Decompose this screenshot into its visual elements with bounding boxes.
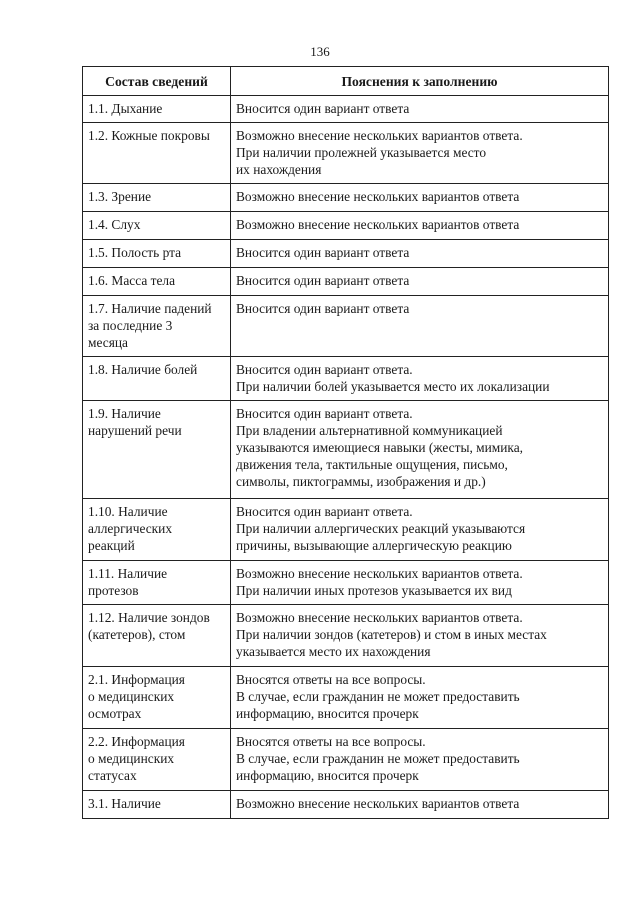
item-name-line: (катетеров), стом: [88, 627, 186, 642]
row-item-name: [83, 357, 231, 401]
table-header-row: [83, 67, 609, 96]
explanation-line: Возможно внесение нескольких вариантов ответа: [236, 189, 520, 204]
row-item-name: [83, 240, 231, 268]
item-name-line: статусах: [88, 768, 137, 783]
explanation-line: Вносится один вариант ответа: [236, 301, 410, 316]
explanation-line: Вносится один вариант ответа: [236, 273, 410, 288]
table-row: [83, 729, 609, 791]
table-row: [83, 605, 609, 667]
item-name-line: месяца: [88, 335, 128, 350]
explanation-line: Возможно внесение нескольких вариантов ответа: [236, 217, 520, 232]
explanation-line: указываются имеющиеся навыки (жесты, мимика,: [236, 440, 524, 455]
explanation-line: Вносится один вариант ответа.: [236, 406, 413, 421]
row-explanation: [231, 605, 609, 667]
explanation-line: причины, вызывающие аллергическую реакцию: [236, 538, 512, 553]
table-body: [83, 96, 609, 819]
table-row: [83, 357, 609, 401]
explanation-line: символы, пиктограммы, изображения и др.): [236, 474, 486, 489]
row-explanation: [231, 184, 609, 212]
explanation-line: Возможно внесение нескольких вариантов ответа.: [236, 128, 523, 143]
row-explanation: [231, 268, 609, 296]
explanation-line: При наличии аллергических реакций указываются: [236, 521, 526, 536]
item-name-line: 1.7. Наличие падений: [88, 301, 212, 316]
item-name-line: 1.1. Дыхание: [88, 101, 163, 116]
table-row: [83, 184, 609, 212]
item-name-line: 1.2. Кожные покровы: [88, 128, 210, 143]
row-explanation: [231, 123, 609, 184]
explanation-line: При владении альтернативной коммуникацией: [236, 423, 503, 438]
row-item-name: [83, 729, 231, 791]
item-name-line: 1.11. Наличие: [88, 566, 168, 581]
explanation-line: При наличии пролежней указывается место: [236, 145, 487, 160]
item-name-line: 1.9. Наличие: [88, 406, 161, 421]
item-name-line: аллергических: [88, 521, 173, 536]
row-item-name: [83, 605, 231, 667]
item-name-line: 1.10. Наличие: [88, 504, 168, 519]
item-name-line: 1.3. Зрение: [88, 189, 152, 204]
row-item-name: [83, 123, 231, 184]
row-explanation: [231, 791, 609, 819]
row-item-name: [83, 184, 231, 212]
table-row: [83, 212, 609, 240]
row-item-name: [83, 561, 231, 605]
instructions-table: [82, 66, 609, 819]
row-explanation: [231, 667, 609, 729]
table-row: [83, 499, 609, 561]
explanation-line: Вносятся ответы на все вопросы.: [236, 672, 426, 687]
explanation-line: информацию, вносится прочерк: [236, 706, 419, 721]
row-item-name: [83, 296, 231, 357]
item-name-line: 1.8. Наличие болей: [88, 362, 198, 377]
table-row: [83, 667, 609, 729]
row-item-name: [83, 96, 231, 123]
row-explanation: [231, 357, 609, 401]
item-name-line: нарушений речи: [88, 423, 182, 438]
explanation-line: их нахождения: [236, 162, 322, 177]
table-row: [83, 296, 609, 357]
explanation-line: Вносится один вариант ответа.: [236, 362, 413, 377]
explanation-line: Вносится один вариант ответа: [236, 101, 410, 116]
table-row: [83, 401, 609, 499]
column-header-composition: Состав сведений: [83, 67, 231, 96]
explanation-line: движения тела, тактильные ощущения, письмо,: [236, 457, 508, 472]
item-name-line: за последние 3: [88, 318, 173, 333]
explanation-line: Возможно внесение нескольких вариантов ответа.: [236, 610, 523, 625]
row-item-name: [83, 667, 231, 729]
row-explanation: [231, 296, 609, 357]
explanation-line: В случае, если гражданин не может предоставить: [236, 751, 520, 766]
row-item-name: [83, 401, 231, 499]
item-name-line: 1.4. Слух: [88, 217, 141, 232]
row-explanation: [231, 212, 609, 240]
row-explanation: [231, 240, 609, 268]
explanation-line: Вносится один вариант ответа: [236, 245, 410, 260]
page-number: 136: [310, 44, 330, 59]
row-item-name: [83, 499, 231, 561]
table-row: [83, 791, 609, 819]
item-name-line: 1.5. Полость рта: [88, 245, 182, 260]
row-explanation: [231, 499, 609, 561]
item-name-line: протезов: [88, 583, 139, 598]
item-name-line: реакций: [88, 538, 135, 553]
explanation-line: При наличии болей указывается место их локализации: [236, 379, 550, 394]
row-item-name: [83, 212, 231, 240]
explanation-line: При наличии иных протезов указывается их вид: [236, 583, 512, 598]
item-name-line: 1.6. Масса тела: [88, 273, 176, 288]
table-row: [83, 123, 609, 184]
row-explanation: [231, 401, 609, 499]
item-name-line: 1.12. Наличие зондов: [88, 610, 210, 625]
row-explanation: [231, 561, 609, 605]
table-row: [83, 561, 609, 605]
item-name-line: осмотрах: [88, 706, 142, 721]
row-explanation: [231, 96, 609, 123]
item-name-line: 3.1. Наличие: [88, 796, 161, 811]
explanation-line: информацию, вносится прочерк: [236, 768, 419, 783]
row-explanation: [231, 729, 609, 791]
table-row: [83, 268, 609, 296]
item-name-line: о медицинских: [88, 751, 175, 766]
table-row: [83, 240, 609, 268]
explanation-line: Возможно внесение нескольких вариантов ответа.: [236, 566, 523, 581]
item-name-line: 2.2. Информация: [88, 734, 185, 749]
explanation-line: При наличии зондов (катетеров) и стом в иных местах: [236, 627, 547, 642]
explanation-line: Вносятся ответы на все вопросы.: [236, 734, 426, 749]
row-item-name: [83, 791, 231, 819]
explanation-line: В случае, если гражданин не может предоставить: [236, 689, 520, 704]
item-name-line: 2.1. Информация: [88, 672, 185, 687]
explanation-line: Вносится один вариант ответа.: [236, 504, 413, 519]
item-name-line: о медицинских: [88, 689, 175, 704]
column-header-explanations: Пояснения к заполнению: [231, 67, 609, 96]
explanation-line: Возможно внесение нескольких вариантов ответа: [236, 796, 520, 811]
table-row: [83, 96, 609, 123]
explanation-line: указывается место их нахождения: [236, 644, 431, 659]
row-item-name: [83, 268, 231, 296]
